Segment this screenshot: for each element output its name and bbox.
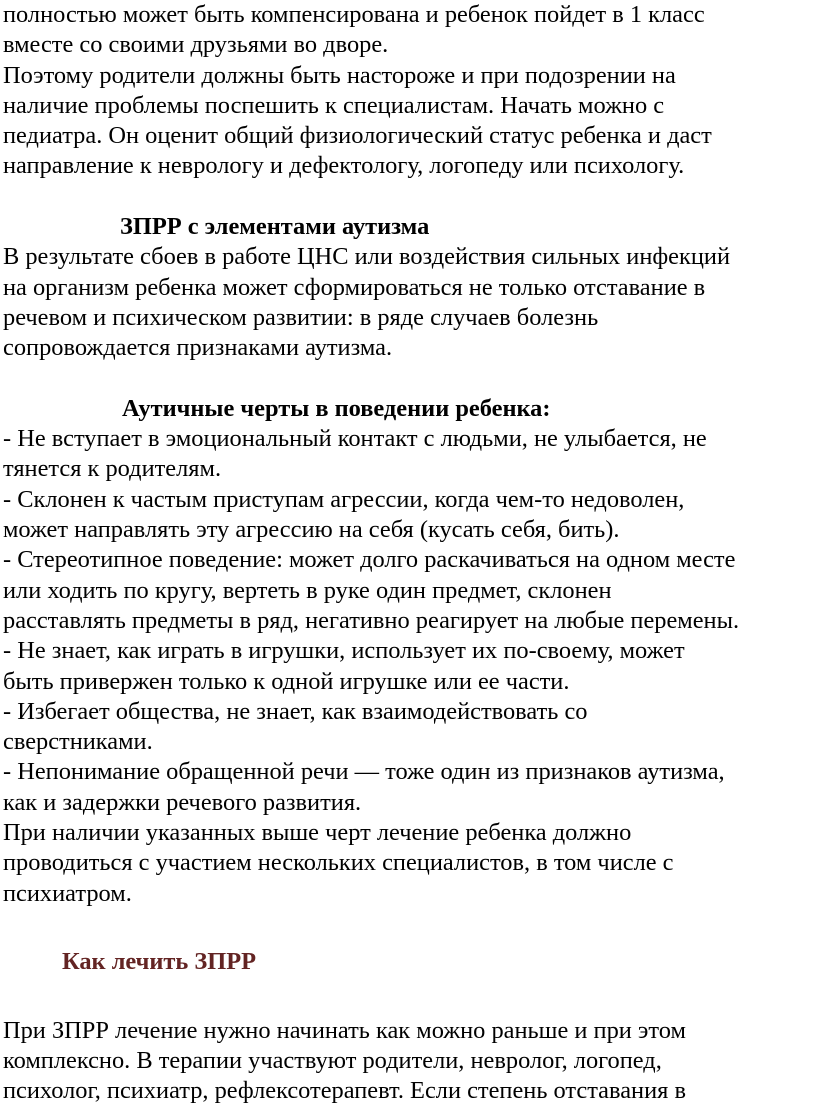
blank-line bbox=[3, 909, 813, 939]
blank-line bbox=[3, 364, 813, 394]
list-line: быть привержен только к одной игрушке или ее части. bbox=[3, 667, 570, 695]
text-line: психолог, психиатр, рефлексотерапевт. Если степень отставания в bbox=[3, 1077, 686, 1105]
text-line: При наличии указанных выше черт лечение ребенка должно bbox=[3, 819, 632, 847]
text-line: Поэтому родители должны быть настороже и при подозрении на bbox=[3, 61, 676, 89]
list-line: расставлять предметы в ряд, негативно реагирует на любые перемены. bbox=[3, 606, 740, 634]
text-line: педиатра. Он оценит общий физиологический статус ребенка и даст bbox=[3, 122, 712, 150]
list-line: или ходить по кругу, вертеть в руке один предмет, склонен bbox=[3, 576, 612, 604]
text-line: вместе со своими друзьями во дворе. bbox=[3, 31, 389, 59]
document-page bbox=[3, 0, 813, 1107]
text-line: на организм ребенка может сформироваться не только отставание в bbox=[3, 273, 706, 301]
text-line: полностью может быть компенсирована и ребенок пойдет в 1 класс bbox=[3, 1, 705, 28]
text-line: психиатром. bbox=[3, 879, 132, 907]
list-line: - Не знает, как играть в игрушки, использует их по-своему, может bbox=[3, 637, 685, 665]
list-line: - Избегает общества, не знает, как взаимодействовать со bbox=[3, 697, 588, 725]
blank-line bbox=[3, 182, 813, 212]
section-paragraph bbox=[3, 1016, 813, 1107]
list-line: - Не вступает в эмоциональный контакт с людьми, не улыбается, не bbox=[3, 425, 707, 453]
text-line: проводиться с участием нескольких специалистов, в том числе с bbox=[3, 849, 674, 877]
section-paragraph bbox=[3, 242, 813, 363]
traits-list bbox=[3, 424, 813, 909]
text-line: направление к неврологу и дефектологу, логопеду или психологу. bbox=[3, 152, 685, 180]
list-line: - Стереотипное поведение: может долго раскачиваться на одном месте bbox=[3, 546, 736, 574]
section-heading-autistic-traits: Аутичные черты в поведении ребенка: bbox=[122, 394, 551, 422]
section-heading-autism-elements: ЗПРР с элементами аутизма bbox=[120, 213, 430, 241]
text-line: В результате сбоев в работе ЦНС или воздействия сильных инфекций bbox=[3, 243, 731, 271]
list-line: - Непонимание обращенной речи — тоже один из признаков аутизма, bbox=[3, 758, 725, 786]
blank-line bbox=[3, 978, 813, 1008]
text-line: сопровождается признаками аутизма. bbox=[3, 334, 393, 362]
spacer bbox=[3, 939, 813, 947]
list-line: тянется к родителям. bbox=[3, 455, 222, 483]
intro-paragraph bbox=[3, 0, 813, 182]
text-line: наличие проблемы поспешить к специалистам. Начать можно с bbox=[3, 91, 665, 119]
list-line: может направлять эту агрессию на себя (кусать себя, бить). bbox=[3, 516, 620, 544]
text-line: речевом и психическом развитии: в ряде случаев болезнь bbox=[3, 303, 599, 331]
text-line: При ЗПРР лечение нужно начинать как можно раньше и при этом bbox=[3, 1016, 686, 1044]
list-line: сверстниками. bbox=[3, 728, 153, 756]
list-line: как и задержки речевого развития. bbox=[3, 788, 362, 816]
section-heading-how-to-treat: Как лечить ЗПРР bbox=[62, 948, 257, 976]
spacer bbox=[3, 1008, 813, 1016]
list-line: - Склонен к частым приступам агрессии, когда чем-то недоволен, bbox=[3, 485, 685, 513]
text-line: комплексно. В терапии участвуют родители, невролог, логопед, bbox=[3, 1047, 662, 1075]
